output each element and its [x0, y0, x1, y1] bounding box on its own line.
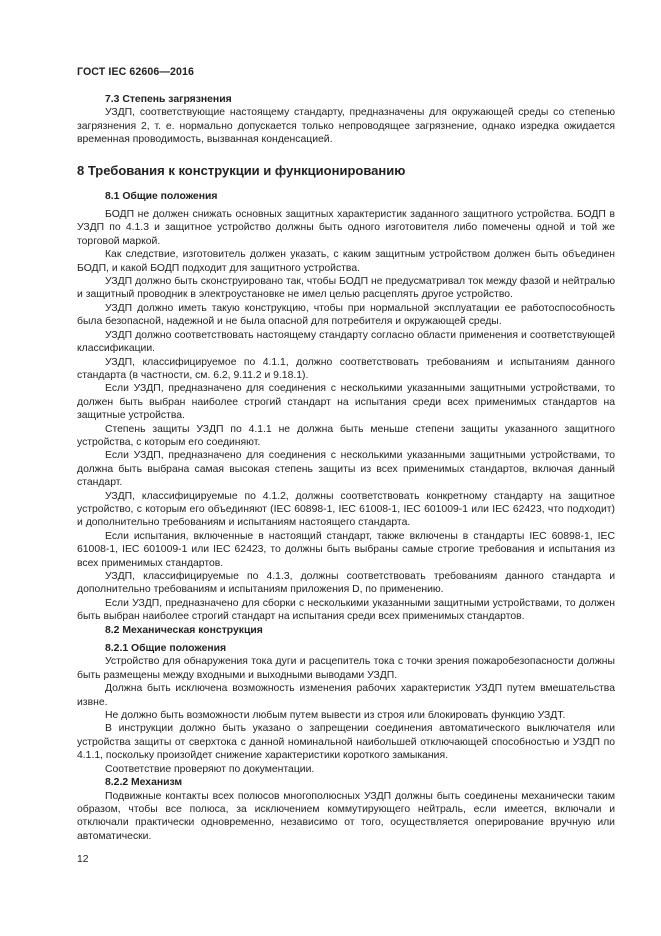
paragraph: Как следствие, изготовитель должен указать, с каким защитным устройством должен быть объединен БОДП, и какой БОДП подходит для защитного устройства. [77, 249, 615, 274]
page-number: 12 [77, 854, 89, 865]
paragraph: Если УЗДП, предназначено для соединения с несколькими указанными защитными устройствами, то должен быть выбран наиболее строгий стандарт на испытания среди всех применимых стандартов на защитные устройства. [77, 383, 615, 422]
section-7-3-text: УЗДП, соответствующие настоящему стандарту, предназначены для окружающей среды со степенью загрязнения 2, т. е. нормально допускается только непроводящее загрязнение, однако изредка ожидается временная проводимость, вызванная конденсацией. [77, 107, 615, 146]
paragraph: Если УЗДП, предназначено для соединения с несколькими указанными защитными устройствами, то должна быть выбрана самая высокая степень защиты из всех применимых стандартов, включая данный стандарт. [77, 450, 615, 489]
paragraph: УЗДП, классифицируемые по 4.1.2, должны соответствовать конкретному стандарту на защитное устройство, с которым его объединяют (IEC 60898-1, IEC 61008-1, IEC 601009-1 или IEC 62423, что подходит) и дополнительно требованиям и испытаниям настоящего стандарта. [77, 490, 615, 529]
paragraph: Степень защиты УЗДП по 4.1.1 не должна быть меньше степени защиты указанного защитного устройства, с которым его соединяют. [77, 423, 615, 448]
section-8-2-2-heading: 8.2.2 Механизм [105, 777, 183, 789]
paragraph: УЗДП, классифицируемые по 4.1.3, должны соответствовать требованиям данного стандарта и дополнительно требованиям и испытаниям приложения D, по применению. [77, 571, 615, 596]
paragraph: Если УЗДП, предназначено для сборки с несколькими указанными защитными устройствами, то должен быть выбран наиболее строгий стандарт на испытания среди всех применимых стандартов. [77, 597, 615, 623]
paragraph: Соответствие проверяют по документации. [105, 763, 315, 775]
paragraph: УЗДП должно иметь такую конструкцию, чтобы при нормальной эксплуатации ее работоспособность была безопасной, надежной и не была опасной для потребителя и окружающей среды. [77, 302, 615, 328]
paragraph: Не должно быть возможности любым путем вывести из строя или блокировать функцию УЗДТ. [105, 710, 566, 722]
document-header: ГОСТ IEC 62606—2016 [77, 66, 195, 78]
paragraph: Если испытания, включенные в настоящий стандарт, также включены в стандарты IEC 60898-1, IEC 61008-1, IEC 601009-1 или IEC 62423, то должны быть выбраны самые строгие требования и испытания из всех применимых стандартов. [77, 530, 615, 569]
paragraph: УЗДП, классифицируемое по 4.1.1, должно соответствовать требованиям и испытаниям данного стандарта (в частности, см. 6.2, 9.11.2 и 9.18.1). [77, 356, 615, 381]
section-8-heading: 8 Требования к конструкции и функционированию [77, 162, 406, 178]
paragraph: Устройство для обнаружения тока дуги и расцепитель тока с точки зрения пожаробезопасности должны быть размещены между входными и выходными выводами УЗДП. [77, 656, 615, 681]
section-8-2-1-heading: 8.2.1 Общие положения [105, 643, 227, 655]
paragraph: УЗДП должно соответствовать настоящему стандарту согласно области применения и соответствующей классификации. [77, 329, 615, 355]
paragraph: Должна быть исключена возможность изменения рабочих характеристик УЗДП путем вмешательства извне. [77, 683, 615, 708]
section-7-3-heading: 7.3 Степень загрязнения [105, 94, 232, 105]
paragraph: УЗДП должно быть сконструировано так, чтобы БОДП не предусматривал ток между фазой и нейтралью и защитный проводник в электроустановке не имел целью расцеплять другое устройство. [77, 276, 615, 301]
section-8-1-heading: 8.1 Общие положения [105, 190, 218, 202]
paragraph: Подвижные контакты всех полюсов многополюсных УЗДП должны быть соединены механически таким образом, чтобы все полюса, за исключением коммутирующего нейтраль, если имеется, включали и отключали практически одновременно, независимо от того, осуществляется оперирование вручную или автоматически. [77, 790, 615, 842]
document-body [77, 93, 615, 843]
paragraph: БОДП не должен снижать основных защитных характеристик заданного защитного устройства. БОДП в УЗДП по 4.1.3 и защитное устройство должны быть одного изготовителя либо помечены одной и той же торговой маркой. [77, 209, 615, 247]
paragraph: В инструкции должно быть указано о запрещении соединения автоматического выключателя или устройства защиты от сверхтока с данной номинальной наибольшей отключающей способностью и УЗДП по 4.1.1, поскольку произойдет снижение характеристики короткого замыкания. [77, 723, 615, 762]
section-8-2-heading: 8.2 Механическая конструкция [105, 624, 263, 636]
